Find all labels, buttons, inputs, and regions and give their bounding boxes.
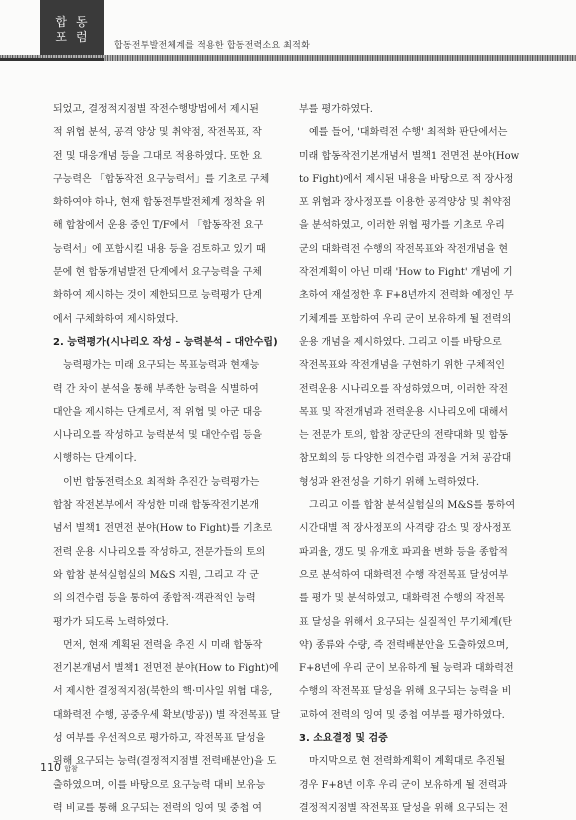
text-line: 능력평가는 미래 요구되는 목표능력과 현재능 <box>63 360 260 372</box>
section-heading-2: 2. 능력평가(시나리오 작성 – 능력분석 – 대안수립) <box>53 336 278 348</box>
left-paragraph-1 <box>53 98 295 331</box>
text-line: 구능력은 「합동작전 요구능력서」를 기초로 구체 <box>53 173 270 185</box>
text-line: 경우 F+8년 이후 우리 군이 보유하게 될 전력과 <box>299 779 508 791</box>
text-line: 부를 평가하였다. <box>299 104 373 115</box>
left-paragraph-4 <box>53 634 295 820</box>
text-line: 예를 들어, '대화력전 수행' 최적화 판단에서는 <box>309 127 508 139</box>
text-line: 문에 현 합동개념발전 단계에서 요구능력을 구체 <box>53 267 263 279</box>
text-line: 파괴율, 갱도 및 유개호 파괴율 변화 등을 종합적 <box>299 546 508 558</box>
text-line: 교하여 전력의 잉여 및 중첩 여부를 평가하였다. <box>299 709 505 721</box>
page-number: 110 <box>40 761 61 774</box>
text-line: 표 달성을 위해서 요구되는 실질적인 무기체계(탄 <box>299 616 512 628</box>
running-title: 합동전투발전체계를 적용한 합동전력소요 최적화 <box>114 41 310 51</box>
page-header <box>0 0 576 60</box>
text-line: 합참 작전본부에서 작성한 미래 합동작전기본개 <box>53 500 259 512</box>
text-line: 초하여 재설정한 후 F+8년까지 전력화 예정인 무 <box>299 290 514 302</box>
text-line: 력 간 차이 분석을 통해 부족한 능력을 식별하여 <box>53 383 259 395</box>
left-paragraph-2 <box>53 354 295 470</box>
logo-line-1: 합동 <box>55 14 97 29</box>
right-paragraph-1 <box>299 98 541 121</box>
text-line: 을 분석하였고, 이러한 위협 평가를 기초로 우리 <box>299 220 505 232</box>
text-line: 는 전문가 토의, 합참 장군단의 전략대화 및 합동 <box>299 430 508 442</box>
text-line: 성 여부를 우선적으로 평가하고, 작전목표 달성을 <box>53 733 266 745</box>
right-paragraph-4 <box>299 750 541 820</box>
text-line: 그리고 이를 합참 분석실험실의 M&S를 통하여 <box>309 500 516 512</box>
text-line: 전 및 대응개념 등을 그대로 적용하였다. 또한 요 <box>53 150 262 162</box>
text-line: 의 의견수렴 등을 통하여 종합적·객관적인 능력 <box>53 593 256 605</box>
section-logo <box>40 0 104 59</box>
logo-line-2: 포럼 <box>55 29 97 44</box>
text-line: 이번 합동전력소요 최적화 추진간 능력평가는 <box>63 476 260 488</box>
text-line: 에서 구체화하여 제시하였다. <box>53 313 179 325</box>
page-footer <box>40 761 78 774</box>
text-line: 기체계를 포함하여 우리 군이 보유하게 될 전력의 <box>299 313 512 325</box>
left-paragraph-3 <box>53 471 295 634</box>
text-line: 먼저, 현재 계획된 전력을 추진 시 미래 합동작 <box>63 639 263 651</box>
text-line: 력 비교를 통해 요구되는 전력의 잉여 및 중첩 여 <box>53 802 262 814</box>
text-line: 작전계획이 아닌 미래 'How to Fight' 개념에 기 <box>299 267 513 279</box>
text-line: 화하여 제시하는 것이 제한되므로 능력평가 단계 <box>53 290 263 302</box>
text-line: to Fight)에서 제시된 내용을 바탕으로 적 장사정 <box>299 173 514 185</box>
text-line: 위해 요구되는 능력(결정적지점별 전력배분안)을 도 <box>53 756 277 768</box>
text-line: 되었고, 결정적지점별 작전수행방법에서 제시된 <box>53 104 259 115</box>
text-line: 대안을 제시하는 단계로서, 적 위협 및 아군 대응 <box>53 406 262 418</box>
text-line: 전기본개념서 별책1 전면전 분야(How to Fight)에 <box>53 663 279 675</box>
text-line: 전력운용 시나리오를 작성하였으며, 이러한 작전 <box>299 383 509 395</box>
right-column <box>299 98 541 820</box>
text-line: 를 평가 및 분석하였고, 대화력전 수행의 작전목 <box>299 593 505 605</box>
text-line: 형성과 완전성을 기하기 위해 노력하였다. <box>299 476 480 488</box>
text-line: 결정적지점별 작전목표 달성을 위해 요구되는 전 <box>299 802 509 814</box>
text-line: 약) 종류와 수량, 즉 전력배분안을 도출하였으며, <box>299 639 509 651</box>
text-line: 시행하는 단계이다. <box>53 453 137 465</box>
right-paragraph-2 <box>299 121 541 494</box>
text-line: 적 위협 분석, 공격 양상 및 취약점, 작전목표, 작 <box>53 127 262 139</box>
text-line: 와 합참 분석실험실의 M&S 지원, 그리고 각 군 <box>53 569 259 581</box>
text-line: 념서 별책1 전면전 분야(How to Fight)를 기초로 <box>53 523 273 535</box>
text-line: 마지막으로 현 전력화계획이 계획대로 추진될 <box>309 756 506 768</box>
text-line: 평가가 되도록 노력하였다. <box>53 616 169 628</box>
text-line: 수행의 작전목표 달성을 위해 요구되는 능력을 비 <box>299 686 512 698</box>
text-line: 전력 운용 시나리오를 작성하고, 전문가들의 토의 <box>53 546 266 558</box>
text-line: 으로 분석하여 대화력전 수행 작전목표 달성여부 <box>299 569 509 581</box>
text-line: 화하여야 하나, 현재 합동전투발전체계 정착을 위 <box>53 197 266 209</box>
text-line: 능력서」에 포함시킬 내용 등을 검토하고 있기 때 <box>53 243 266 255</box>
text-line: 출하였으며, 이를 바탕으로 요구능력 대비 보유능 <box>53 779 266 791</box>
text-line: 대화력전 수행, 공중우세 확보(방공)) 별 작전목표 달 <box>53 709 281 721</box>
right-paragraph-3 <box>299 494 541 727</box>
text-line: 해 합참에서 운용 중인 T/F에서 「합동작전 요구 <box>53 220 264 232</box>
header-rule-dark <box>0 58 104 61</box>
text-line: 미래 합동작전기본개념서 별책1 전면전 분야(How <box>299 150 520 162</box>
text-line: 참모회의 등 다양한 의견수렴 과정을 거쳐 공감대 <box>299 453 512 465</box>
text-line: 군의 대화력전 수행의 작전목표와 작전개념을 현 <box>299 243 509 255</box>
left-column <box>53 98 295 820</box>
text-line: 운용 개념을 제시하였다. 그리고 이를 바탕으로 <box>299 336 502 348</box>
text-line: 포 위협과 장사정포를 이용한 공격양상 및 취약점 <box>299 197 512 209</box>
text-line: 시간대별 적 장사정포의 사격량 감소 및 장사정포 <box>299 523 512 535</box>
section-heading-3: 3. 소요결정 및 검증 <box>299 733 388 745</box>
text-line: 목표 및 작전개념과 전력운용 시나리오에 대해서 <box>299 406 509 418</box>
text-line: F+8년에 우리 군이 보유하게 될 능력과 대화력전 <box>299 663 514 675</box>
text-line: 시나리오를 작성하고 능력분석 및 대안수립 등을 <box>53 430 263 442</box>
footer-label: 합참 <box>64 765 78 773</box>
text-line: 작전목표와 작전개념을 구현하기 위한 구체적인 <box>299 360 505 372</box>
text-line: 서 제시한 결정적지점(북한의 핵·미사일 위협 대응, <box>53 686 273 698</box>
